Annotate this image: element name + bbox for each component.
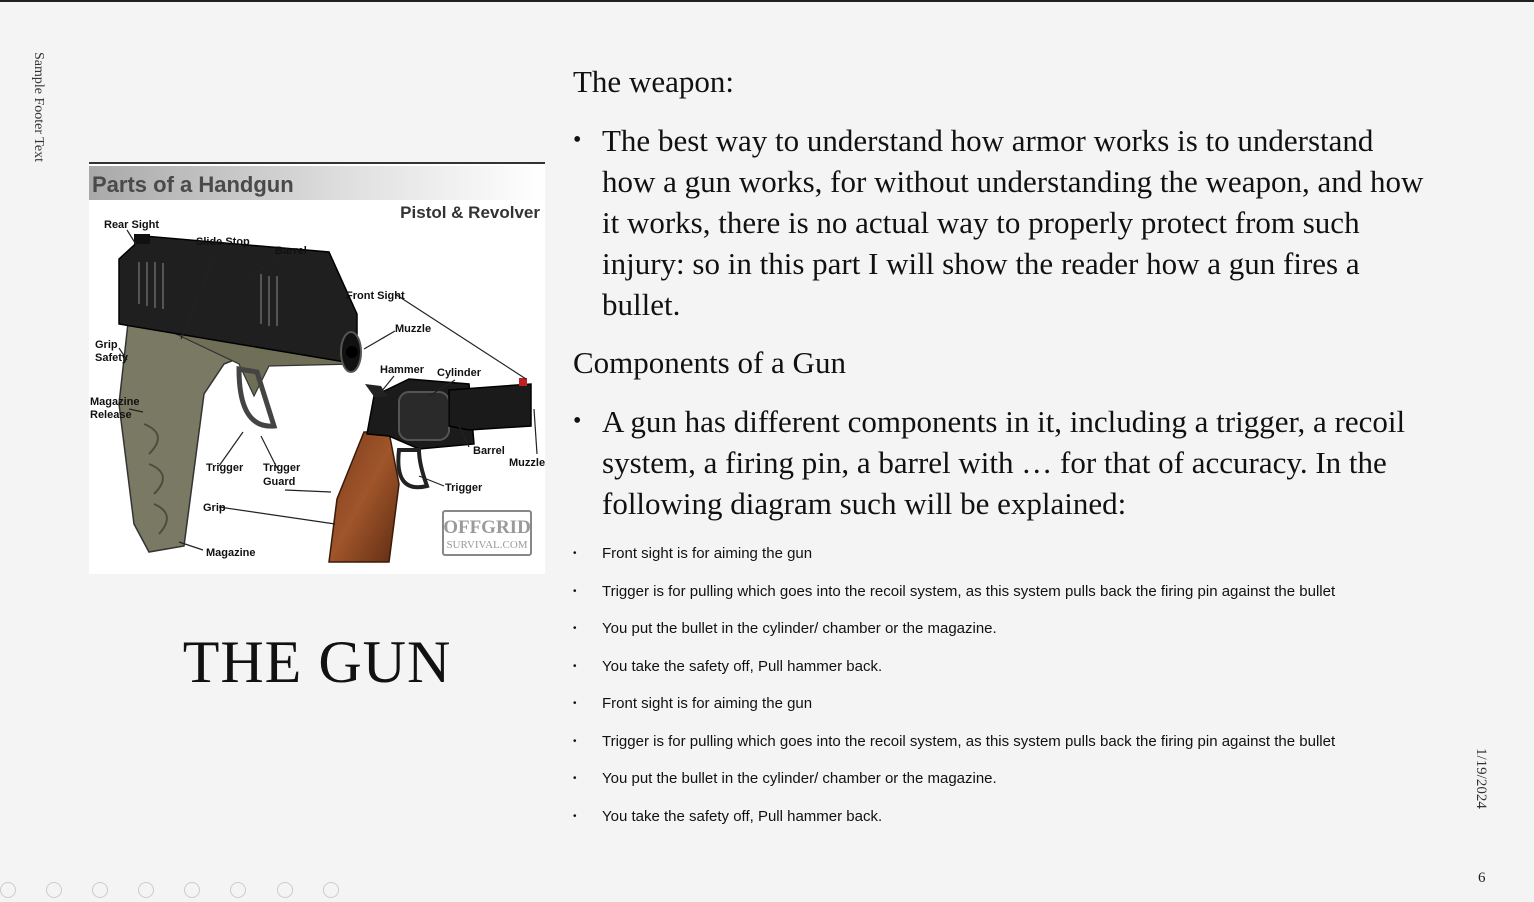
dot-icon xyxy=(92,882,108,898)
label-muzzle-revolver: Muzzle xyxy=(509,457,545,469)
label-barrel-revolver: Barrel xyxy=(473,445,505,457)
label-cylinder: Cylinder xyxy=(437,367,482,379)
watermark-line1: OFFGRID xyxy=(443,517,531,538)
page-number: 6 xyxy=(1478,870,1486,886)
bullet-item: • Front sight is for aiming the gun xyxy=(573,544,1433,582)
slide-title: THE GUN xyxy=(182,629,452,695)
diagram-header: Parts of a Handgun xyxy=(92,172,294,197)
pistol-muzzle-hole xyxy=(346,346,358,358)
revolver-cylinder-shape xyxy=(399,392,449,440)
heading-components: Components of a Gun xyxy=(573,345,846,380)
offgrid-watermark xyxy=(443,511,531,555)
pistol-trigger-guard-shape xyxy=(239,369,274,426)
dot-icon xyxy=(138,882,154,898)
date-text: 1/19/2024 xyxy=(1473,748,1489,809)
label-front-sight: Front Sight xyxy=(346,290,405,302)
dot-icon xyxy=(0,882,16,898)
bullet-item: • You put the bullet in the cylinder/ chamber or the magazine. xyxy=(573,769,1433,807)
bullet-item: • Trigger is for pulling which goes into the recoil system, as this system pulls back the firing pin against the bullet xyxy=(573,582,1433,620)
dot-icon xyxy=(184,882,200,898)
weapon-paragraph: • The best way to understand how armor works is to understand how a gun works, for without understanding the weapon, and how it works, there is no actual way to properly protect from such injury: so in this part I will show the reader how a gun fires a bullet. xyxy=(573,120,1433,325)
label-hammer: Hammer xyxy=(380,364,425,376)
label-barrel-pistol: Barrel xyxy=(275,245,307,257)
label-rear-sight: Rear Sight xyxy=(104,219,160,231)
label-magazine: Magazine xyxy=(206,547,256,559)
revolver-grip-shape xyxy=(329,432,399,562)
bullet-item: • You put the bullet in the cylinder/ chamber or the magazine. xyxy=(573,619,1433,657)
decorative-dots xyxy=(0,882,364,902)
dot-icon xyxy=(277,882,293,898)
revolver-barrel-shape xyxy=(449,384,531,430)
label-muzzle-pistol: Muzzle xyxy=(395,323,432,335)
dot-icon xyxy=(323,882,339,898)
label-grip-safety-1: Grip xyxy=(95,339,118,351)
handgun-diagram xyxy=(89,162,545,574)
label-slide-stop: Slide Stop xyxy=(196,236,250,248)
bullet-item: • You take the safety off, Pull hammer back. xyxy=(573,657,1433,695)
watermark-line2: SURVIVAL.COM xyxy=(446,539,528,551)
pistol-rear-sight-shape xyxy=(134,234,150,244)
label-grip-safety-2: Safety xyxy=(95,352,129,364)
label-trigger-guard-2: Guard xyxy=(263,476,296,488)
weapon-list xyxy=(573,120,1433,325)
top-rule xyxy=(0,0,1534,2)
content-area xyxy=(573,62,1433,844)
dot-icon xyxy=(230,882,246,898)
heading-weapon: The weapon: xyxy=(573,64,734,99)
diagram-subheader: Pistol & Revolver xyxy=(400,203,540,222)
revolver-trigger-guard-shape xyxy=(398,450,427,487)
footer-text: Sample Footer Text xyxy=(31,52,46,162)
label-magazine-release-1: Magazine xyxy=(90,396,140,408)
bullet-item: • Front sight is for aiming the gun xyxy=(573,694,1433,732)
label-trigger-pistol: Trigger xyxy=(206,462,244,474)
label-trigger-revolver: Trigger xyxy=(445,482,483,494)
components-paragraph: • A gun has different components in it, including a trigger, a recoil system, a firing pin, a barrel with … for that of accuracy. In the following diagram such will be explained: xyxy=(573,401,1433,524)
revolver-hammer-shape xyxy=(365,384,387,398)
label-magazine-release-2: Release xyxy=(90,409,132,421)
components-list xyxy=(573,401,1433,524)
component-bullets xyxy=(573,544,1433,844)
dot-icon xyxy=(46,882,62,898)
label-trigger-guard-1: Trigger xyxy=(263,462,301,474)
bullet-item: • Trigger is for pulling which goes into the recoil system, as this system pulls back the firing pin against the bullet xyxy=(573,732,1433,770)
bullet-item: • You take the safety off, Pull hammer back. xyxy=(573,807,1433,845)
label-grip: Grip xyxy=(203,502,226,514)
